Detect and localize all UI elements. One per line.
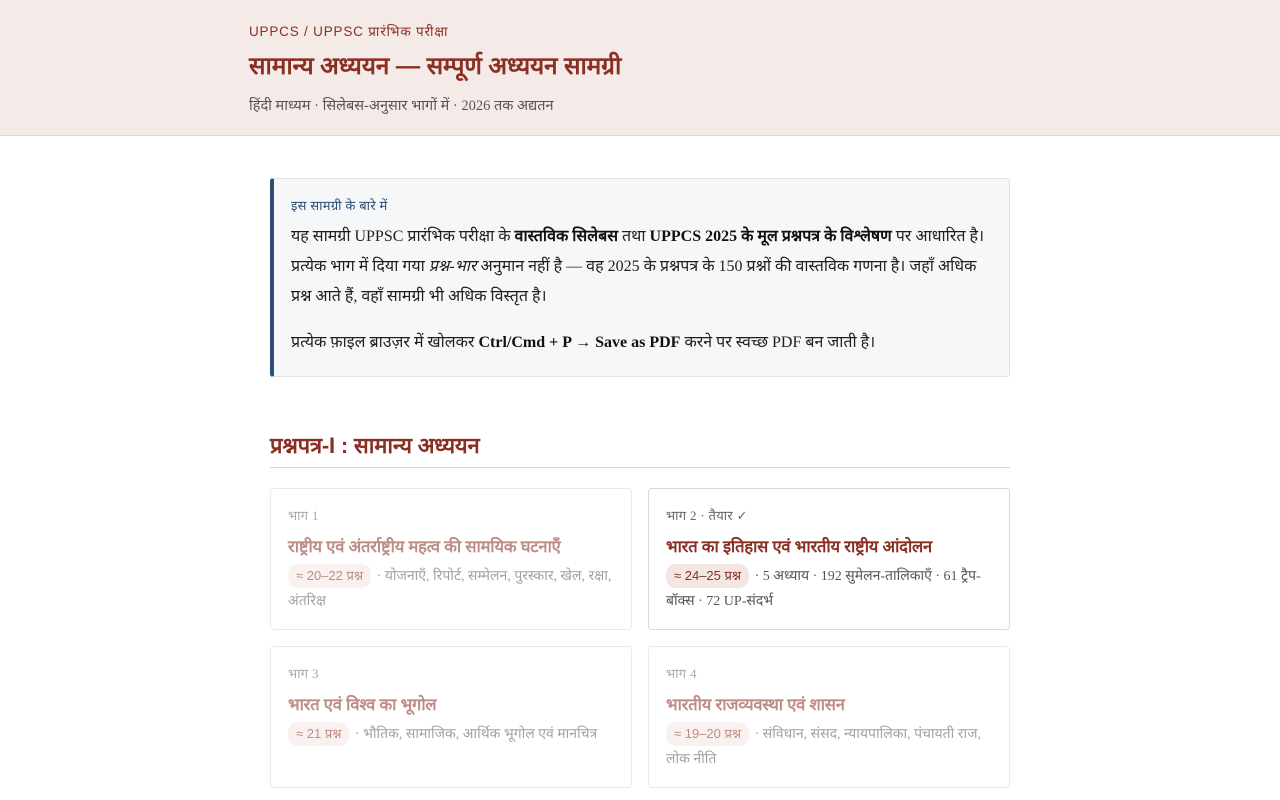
- page-title: सामान्य अध्ययन — सम्पूर्ण अध्ययन सामग्री: [249, 53, 622, 80]
- card-topics: · भौतिक, सामाजिक, आर्थिक भूगोल एवं मानचित्र: [351, 727, 598, 742]
- part-card-1[interactable]: [270, 488, 632, 630]
- card-meta: भाग 3: [288, 666, 319, 681]
- card-topics: · 5 अध्याय · 192 सुमेलन-तालिकाएँ · 61 ट्रैप-बॉक्स · 72 UP-संदर्भ: [666, 569, 981, 609]
- card-description: [666, 722, 992, 772]
- card-title: भारत एवं विश्व का भूगोल: [288, 696, 437, 714]
- about-text: करने पर स्वच्छ PDF बन जाती है।: [680, 334, 876, 351]
- about-box: [270, 178, 1010, 377]
- about-italic-weight: प्रश्न-भार: [428, 258, 477, 275]
- breadcrumb[interactable]: UPPCS / UPPSC प्रारंभिक परीक्षा: [249, 24, 449, 39]
- part-card-3[interactable]: [270, 646, 632, 788]
- card-description: [288, 722, 614, 747]
- page-subtitle: हिंदी माध्यम · सिलेबस-अनुसार भागों में · 2026 तक अद्यतन: [249, 98, 554, 114]
- card-title: भारतीय राजव्यवस्था एवं शासन: [666, 696, 845, 714]
- about-bold-shortcut: Ctrl/Cmd + P → Save as PDF: [478, 334, 681, 351]
- card-meta: भाग 1: [288, 508, 319, 523]
- question-count-badge: ≈ 19–20 प्रश्न: [666, 722, 749, 746]
- question-count-badge: ≈ 20–22 प्रश्न: [288, 564, 371, 588]
- about-text: तथा: [618, 228, 650, 245]
- question-count-badge: ≈ 21 प्रश्न: [288, 722, 349, 746]
- card-description: [288, 564, 614, 614]
- about-text: यह सामग्री UPPSC प्रारंभिक परीक्षा के: [291, 228, 515, 245]
- section-title: प्रश्नपत्र-I : सामान्य अध्ययन: [270, 430, 1010, 468]
- card-title: भारत का इतिहास एवं भारतीय राष्ट्रीय आंदोलन: [666, 538, 932, 556]
- about-bold-analysis: UPPCS 2025 के मूल प्रश्नपत्र के विश्लेषण: [649, 228, 892, 245]
- card-description: [666, 564, 992, 614]
- about-text: अनुमान नहीं है — वह 2025 के प्रश्नपत्र के 150 प्रश्नों की वास्तविक गणना है। जहाँ अधिक प्रश्न आते हैं, वहाँ सामग्री भी अधिक विस्तृत है।: [291, 258, 977, 305]
- card-topics: · योजनाएँ, रिपोर्ट, सम्मेलन, पुरस्कार, खेल, रक्षा, अंतरिक्ष: [288, 569, 612, 609]
- about-bold-syllabus: वास्तविक सिलेबस: [514, 228, 619, 245]
- about-text: प्रत्येक फ़ाइल ब्राउज़र में खोलकर: [291, 334, 479, 351]
- part-card-4[interactable]: [648, 646, 1010, 788]
- card-meta: भाग 2 · तैयार ✓: [666, 508, 748, 523]
- about-paragraph-2: [291, 328, 992, 358]
- question-count-badge: ≈ 24–25 प्रश्न: [666, 564, 749, 588]
- about-label: इस सामग्री के बारे में: [291, 198, 388, 213]
- about-text: पर आधारित है। प्रत्येक भाग में दिया गया: [291, 228, 985, 275]
- page-header: [0, 0, 1280, 136]
- card-title: राष्ट्रीय एवं अंतर्राष्ट्रीय महत्व की सामयिक घटनाएँ: [288, 538, 561, 556]
- about-paragraph-1: [291, 222, 992, 312]
- card-meta: भाग 4: [666, 666, 697, 681]
- part-card-2[interactable]: [648, 488, 1010, 630]
- card-topics: · संविधान, संसद, न्यायपालिका, पंचायती राज, लोक नीति: [666, 727, 982, 767]
